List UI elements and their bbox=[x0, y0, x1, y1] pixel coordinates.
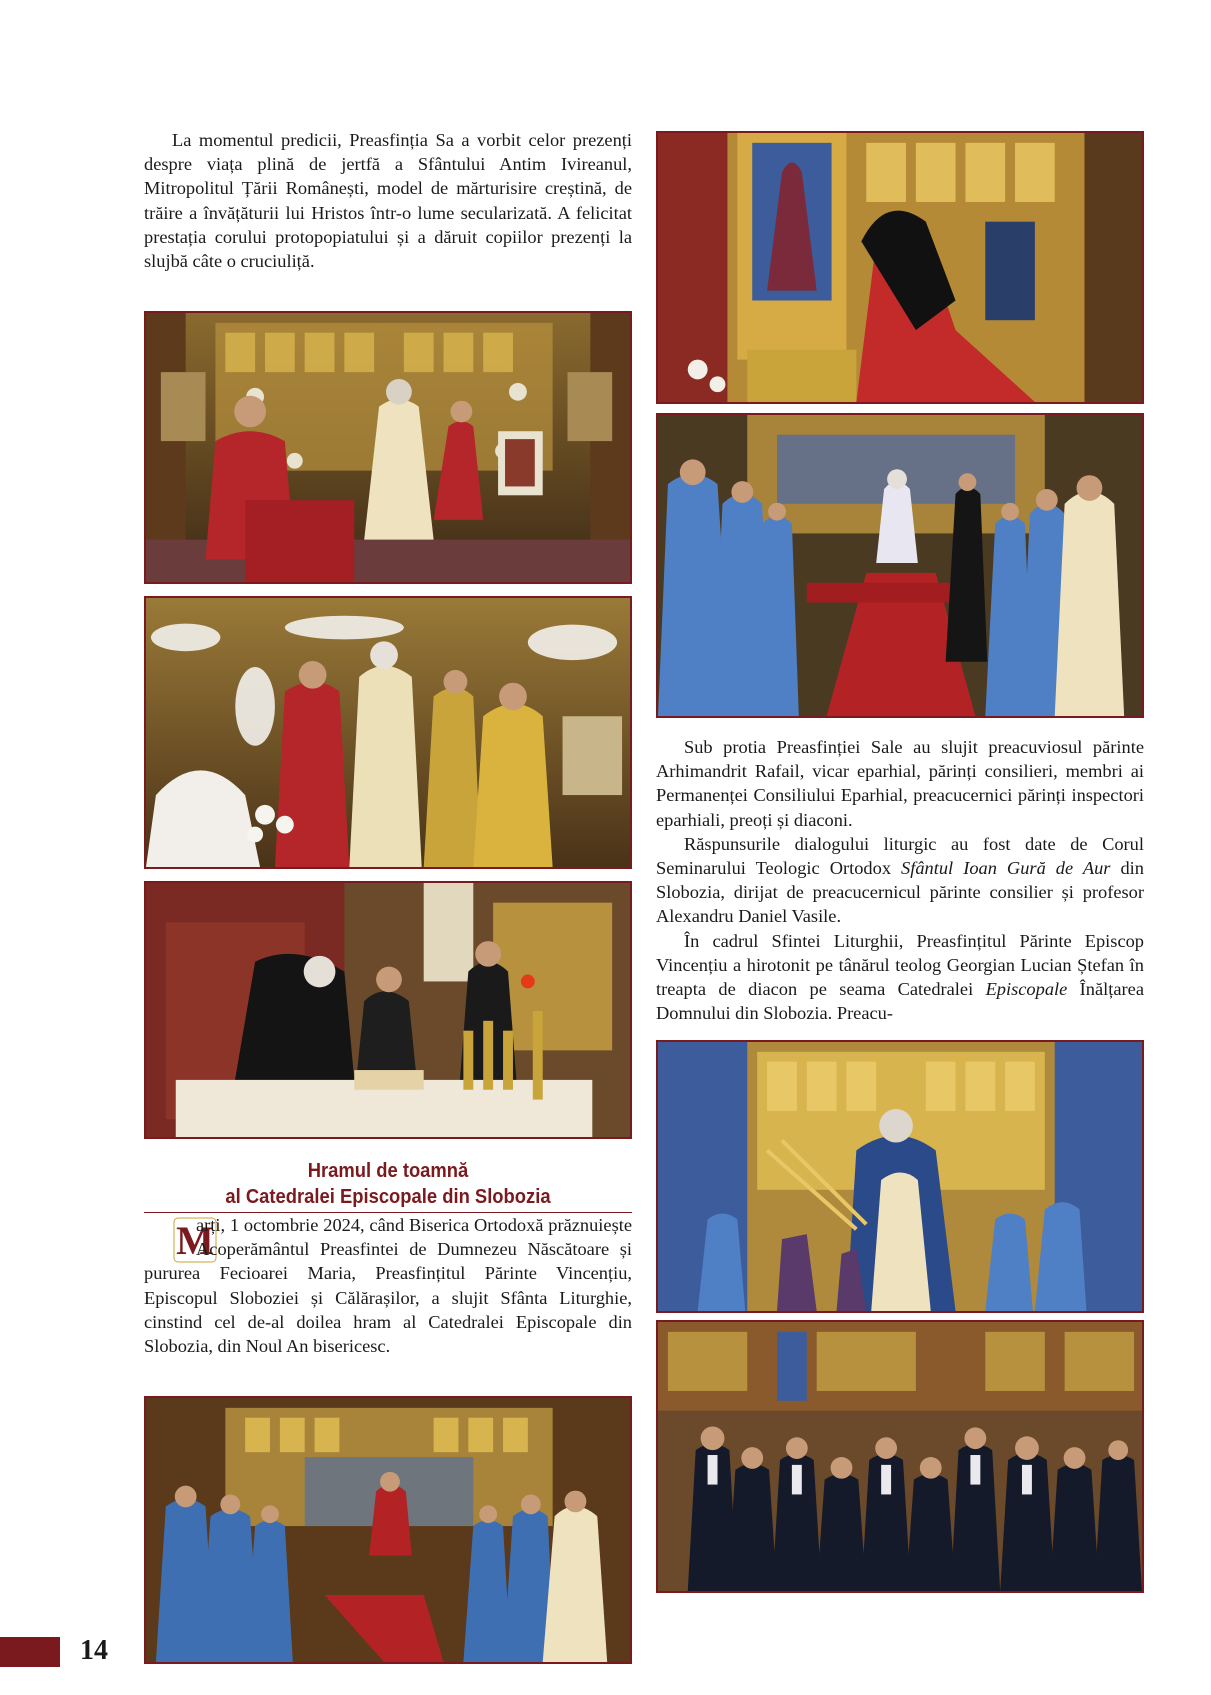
right-paragraph-2-a: Răspunsurile dialogului liturgic au fost date de Corul Seminarului Teologic Ortodox bbox=[656, 833, 1144, 879]
section-paragraph bbox=[144, 1213, 632, 1358]
section-heading-line1: Hramul de toamnă bbox=[307, 1160, 469, 1182]
photo-nun-at-iconostasis bbox=[656, 131, 1144, 404]
right-paragraph-1: Sub protia Preasfinției Sale au slujit preacuviosul părinte Arhimandrit Rafail, vicar eparhial, părinți consilieri, membri ai Permanenței Consiliului Eparhial, preacucernici părinți inspectori eparhiali, preoți și diaconi. bbox=[656, 737, 1144, 830]
right-paragraph-2-italic: Sfântul Ioan Gură de Aur bbox=[901, 858, 1111, 879]
intro-paragraph: La momentul predicii, Preasfinția Sa a vorbit celor prezenți despre viața plină de jertfă a Sfântului Antim Ivireanul, Mitropolitul Țării Românești, model de mărturisire creștină, de trăire a învățăturii lui Hristos într-o lume secularizată. A felicitat prestația corului protopopiatului și a dăruit copiilor prezenți la slujbă câte o cruciuliță. bbox=[144, 130, 632, 272]
photo-bishop-with-faithful bbox=[144, 596, 632, 869]
page-number: 14 bbox=[80, 1635, 108, 1666]
page-number-tab bbox=[0, 1637, 60, 1667]
photo-bishop-blessing bbox=[656, 1040, 1144, 1313]
photo-sermon-at-lectern bbox=[144, 311, 632, 584]
photo-clergy-procession bbox=[656, 413, 1144, 718]
right-paragraph-3-a: În cadrul Sfintei Liturghii, Preasfințitul Părinte Episcop Vincențiu a hirotonit pe tânărul teolog Georgian Lucian Ștefan în treapta de diacon pe seama Catedralei bbox=[656, 930, 1144, 1000]
photo-seminary-choir bbox=[656, 1320, 1144, 1593]
right-paragraph-2 bbox=[656, 832, 1144, 929]
section-paragraph-text: arți, 1 octombrie 2024, când Biserica Ortodoxă prăznuiește Acoperământul Preasfintei de Dumnezeu Născătoare și pururea Fecioarei Maria, Preasfințitul Părinte Vincențiu, Episcopul Sloboziei și Călărașilor, a slujit Sfânta Liturghie, cinstind cel de-al doilea hram al Catedralei Episcopale din Slobozia, din Noul An bisericesc. bbox=[144, 1215, 632, 1357]
photo-bishop-signing bbox=[144, 881, 632, 1139]
right-paragraph-3-italic: Episcopale bbox=[985, 979, 1068, 1000]
section-paragraph-block bbox=[144, 1213, 632, 1358]
intro-paragraph-block bbox=[144, 128, 632, 273]
photo-liturgy-clergy-left bbox=[144, 1396, 632, 1664]
dropcap-letter: M bbox=[176, 1218, 214, 1263]
section-heading-line2: al Catedralei Episcopale din Slobozia bbox=[225, 1186, 551, 1208]
right-paragraph-2-b: din Slobozia, dirijat de preacucernicul părinte consilier și profesor Alexandru Daniel Vasile. bbox=[656, 858, 1144, 927]
section-heading bbox=[164, 1158, 613, 1210]
right-paragraph-3-b: Înălțarea Domnului din Slobozia. Preacu- bbox=[656, 979, 1144, 1024]
right-paragraph-3 bbox=[656, 929, 1144, 1026]
right-column-text bbox=[656, 735, 1144, 1025]
